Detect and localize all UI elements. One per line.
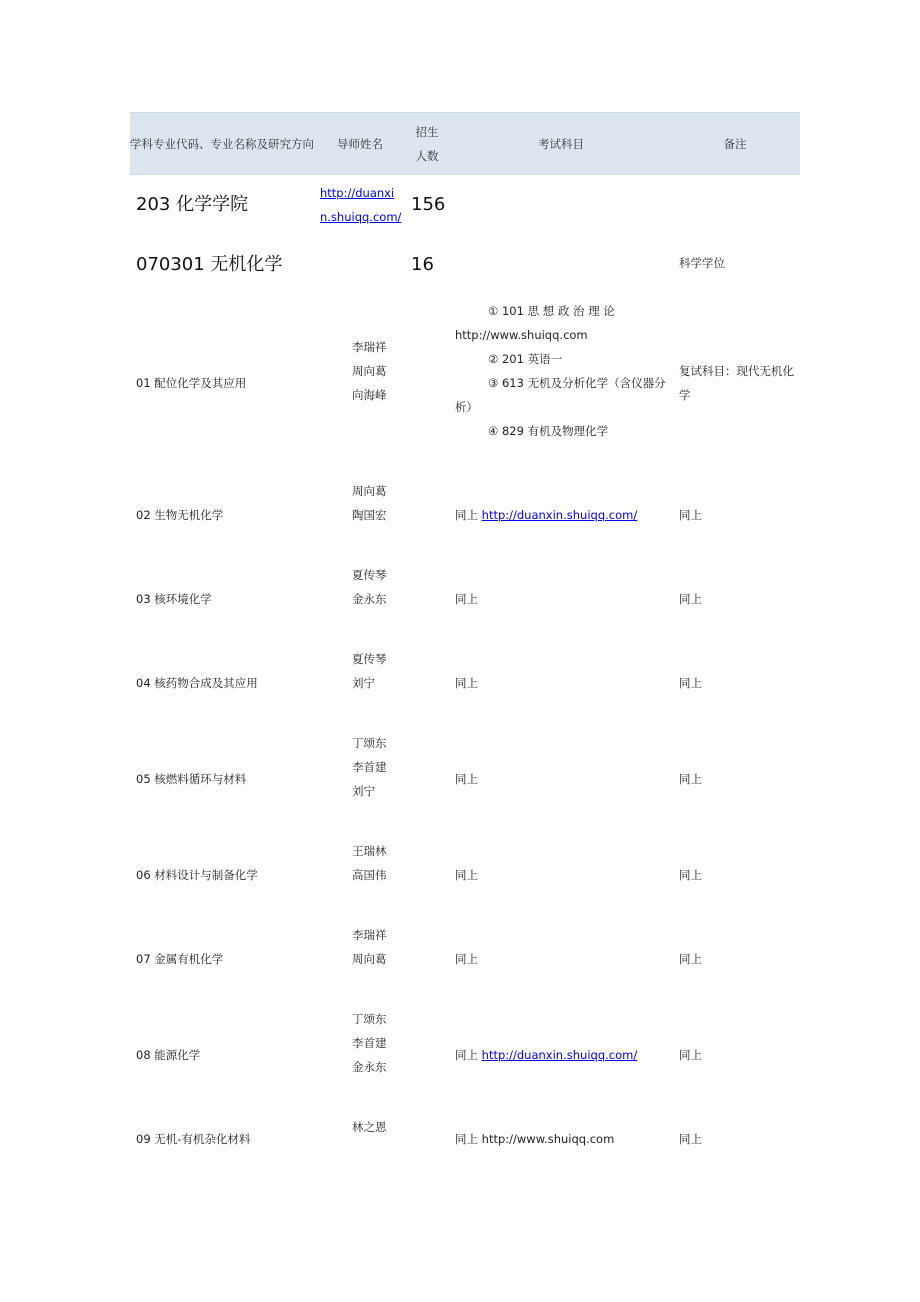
exam-cell — [455, 503, 637, 527]
header-note: 备注 — [723, 136, 747, 151]
advisor-name: 夏传琴 — [352, 568, 387, 582]
exam-url: http://www.shuiqq.com — [455, 328, 588, 342]
advisor-name: 向海峰 — [352, 388, 387, 402]
advisor-name: 夏传琴 — [352, 652, 387, 666]
direction-name: 08 能源化学 — [136, 1048, 201, 1062]
exam-same: 同上 — [455, 676, 478, 690]
advisor-name: 周向葛 — [352, 484, 387, 498]
direction-name: 02 生物无机化学 — [136, 508, 224, 522]
exam-same: 同上 — [455, 868, 478, 882]
header-major: 学科专业代码、专业名称及研究方向 — [130, 136, 314, 151]
direction-name: 07 金属有机化学 — [136, 952, 224, 966]
advisor-list — [352, 1115, 387, 1139]
advisor-name: 高国伟 — [352, 868, 387, 882]
direction-note: 同上 — [679, 676, 702, 690]
exam-same: 同上 — [455, 952, 478, 966]
exam-item-2: ② 201 英语一 — [488, 352, 563, 366]
school-link-anchor[interactable]: http://duanxin.shuiqq.com/ — [320, 186, 402, 224]
advisor-name: 林之恩 — [352, 1120, 387, 1134]
direction-note: 同上 — [679, 592, 702, 606]
advisor-name: 刘宁 — [352, 676, 375, 690]
major-quota: 16 — [411, 254, 434, 275]
direction-note: 同上 — [679, 772, 702, 786]
advisor-list — [352, 479, 387, 527]
advisor-name: 李首建 — [352, 760, 387, 774]
exam-same: 同上 http://www.shuiqq.com — [455, 1132, 615, 1146]
advisor-name: 周向葛 — [352, 952, 387, 966]
advisor-name: 金永东 — [352, 1060, 387, 1074]
advisor-list — [352, 647, 387, 695]
exam-same: 同上 — [455, 1048, 478, 1062]
direction-note: 同上 — [679, 1132, 702, 1146]
exam-link[interactable]: http://duanxin.shuiqq.com/ — [481, 1048, 638, 1062]
advisor-name: 丁颂东 — [352, 1012, 387, 1026]
direction-name: 03 核环境化学 — [136, 592, 212, 606]
direction-note: 同上 — [679, 1048, 702, 1062]
direction-note: 同上 — [679, 508, 702, 522]
advisor-name: 金永东 — [352, 592, 387, 606]
school-name: 203 化学学院 — [136, 194, 249, 215]
exam-item-3-cont: 析） — [455, 400, 478, 414]
major-note: 科学学位 — [679, 256, 725, 270]
exam-same: 同上 — [455, 508, 478, 522]
direction-note: 复试科目：现代无机化学 — [679, 364, 794, 402]
advisor-name: 刘宁 — [352, 784, 375, 798]
exam-same: 同上 — [455, 772, 478, 786]
direction-name: 05 核燃料循环与材料 — [136, 772, 247, 786]
advisor-name: 王瑞林 — [352, 844, 387, 858]
advisor-list — [352, 1007, 387, 1079]
advisor-list — [352, 335, 387, 407]
advisor-name: 李首建 — [352, 1036, 387, 1050]
advisor-list — [352, 731, 387, 803]
advisor-list — [352, 923, 387, 971]
direction-name: 04 核药物合成及其应用 — [136, 676, 258, 690]
advisor-name: 陶国宏 — [352, 508, 387, 522]
direction-name: 09 无机-有机杂化材料 — [136, 1132, 251, 1146]
header-quota: 招生人数 — [415, 124, 439, 163]
advisor-name: 李瑞祥 — [352, 928, 387, 942]
advisor-name: 周向葛 — [352, 364, 387, 378]
exam-cell — [455, 1043, 637, 1067]
advisor-list — [352, 839, 387, 887]
exam-same: 同上 — [455, 592, 478, 606]
school-quota: 156 — [411, 194, 446, 215]
direction-name: 06 材料设计与制备化学 — [136, 868, 258, 882]
advisor-name: 李瑞祥 — [352, 340, 387, 354]
advisor-name: 丁颂东 — [352, 736, 387, 750]
direction-note: 同上 — [679, 952, 702, 966]
exam-item-3: ③ 613 无机及分析化学（含仪器分 — [488, 376, 666, 390]
school-link[interactable] — [320, 181, 404, 229]
header-exam: 考试科目 — [538, 136, 584, 151]
major-name: 070301 无机化学 — [136, 254, 283, 275]
exam-link[interactable]: http://duanxin.shuiqq.com/ — [481, 508, 638, 522]
advisor-list — [352, 563, 387, 611]
table-header — [130, 112, 800, 175]
direction-note: 同上 — [679, 868, 702, 882]
direction-name: 01 配位化学及其应用 — [136, 376, 247, 390]
exam-item-4: ④ 829 有机及物理化学 — [488, 424, 609, 438]
exam-item-1: ① 101 思 想 政 治 理 论 — [488, 304, 615, 318]
header-advisor: 导师姓名 — [337, 136, 383, 151]
